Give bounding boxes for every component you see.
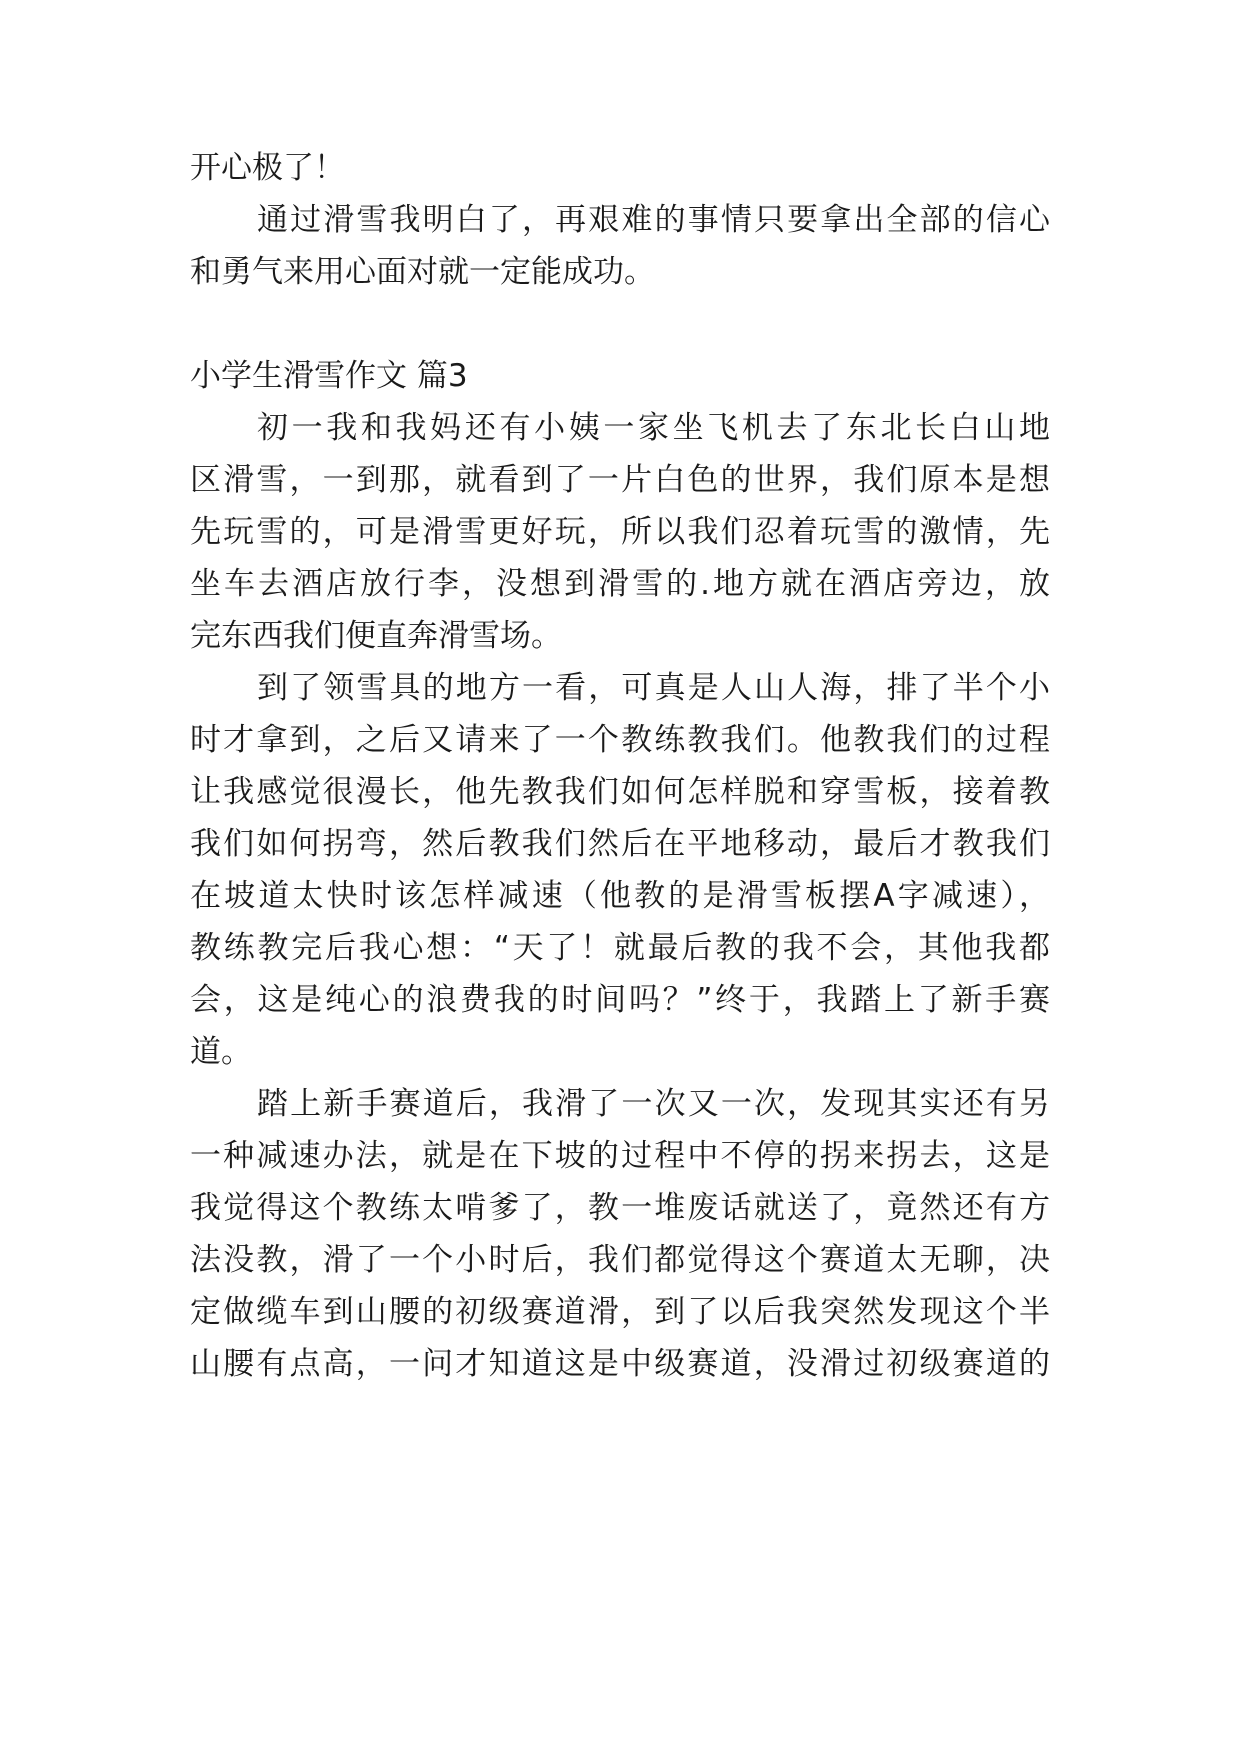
text-line: 我觉得这个教练太啃爹了，教一堆废话就送了，竟然还有方 xyxy=(190,1190,1050,1226)
text-line: 会，这是纯心的浪费我的时间吗？”终于，我踏上了新手赛 xyxy=(190,982,1050,1018)
text-line: 定做缆车到山腰的初级赛道滑，到了以后我突然发现这个半 xyxy=(190,1294,1050,1330)
text-line: 山腰有点高，一问才知道这是中级赛道，没滑过初级赛道的 xyxy=(190,1346,1050,1382)
text-line: 一种减速办法，就是在下坡的过程中不停的拐来拐去，这是 xyxy=(190,1138,1050,1174)
text-line: 道。 xyxy=(190,1034,252,1070)
text-line: 时才拿到，之后又请来了一个教练教我们。他教我们的过程 xyxy=(190,722,1050,758)
text-line: 我们如何拐弯，然后教我们然后在平地移动，最后才教我们 xyxy=(190,826,1050,862)
text-line: 教练教完后我心想：“天了！就最后教的我不会，其他我都 xyxy=(190,930,1050,966)
text-line: 在坡道太快时该怎样减速（他教的是滑雪板摆A字减速）， xyxy=(190,878,1050,914)
text-line: 开心极了！ xyxy=(190,150,345,186)
text-line: 让我感觉很漫长，他先教我们如何怎样脱和穿雪板，接着教 xyxy=(190,774,1050,810)
text-line: 和勇气来用心面对就一定能成功。 xyxy=(190,254,655,290)
text-line: 踏上新手赛道后，我滑了一次又一次，发现其实还有另 xyxy=(257,1086,1050,1122)
text-line: 完东西我们便直奔滑雪场。 xyxy=(190,618,562,654)
text-line: 区滑雪，一到那，就看到了一片白色的世界，我们原本是想 xyxy=(190,462,1050,498)
text-line: 坐车去酒店放行李，没想到滑雪的.地方就在酒店旁边，放 xyxy=(190,566,1050,602)
text-line: 初一我和我妈还有小姨一家坐飞机去了东北长白山地 xyxy=(257,410,1050,446)
text-line: 通过滑雪我明白了，再艰难的事情只要拿出全部的信心 xyxy=(257,202,1050,238)
text-line: 到了领雪具的地方一看，可真是人山人海，排了半个小 xyxy=(257,670,1050,706)
section-heading: 小学生滑雪作文 篇3 xyxy=(190,358,468,394)
text-line: 先玩雪的，可是滑雪更好玩，所以我们忍着玩雪的激情，先 xyxy=(190,514,1050,550)
text-line: 法没教，滑了一个小时后，我们都觉得这个赛道太无聊，决 xyxy=(190,1242,1050,1278)
